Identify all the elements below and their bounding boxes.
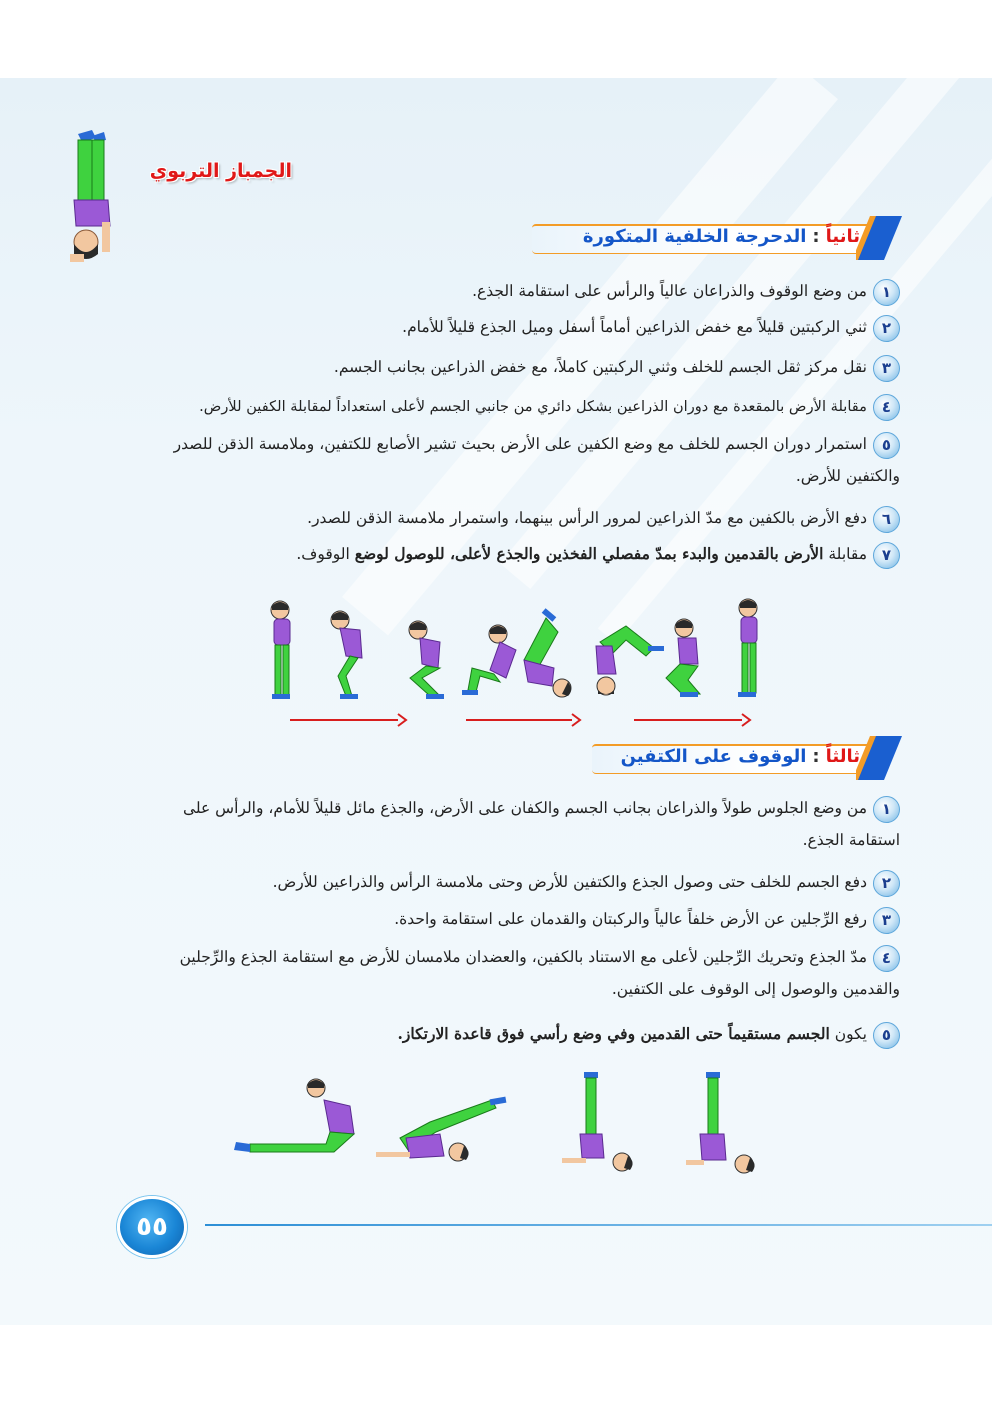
item-number-badge: ٢ xyxy=(873,870,900,897)
roll-figure-8 xyxy=(738,599,757,697)
item-text: رفع الرِّجلين عن الأرض خلفاً عالياً والركبتان والقدمان على استقامة واحدة. xyxy=(394,910,867,928)
roll-figure-2 xyxy=(331,611,362,699)
section-banner-backward-roll xyxy=(532,216,902,258)
item-text: دفع الجسم للخلف حتى وصول الجذع والكتفين للأرض وحتى ملامسة الرأس والذراعين للأرض. xyxy=(272,873,867,891)
item-number-badge: ٥ xyxy=(873,432,900,459)
list-item xyxy=(135,866,900,898)
item-text: ثني الركبتين قليلاً مع خفض الذراعين أماماً أسفل وميل الجذع قليلاً للأمام. xyxy=(402,318,867,336)
item-number-badge: ٧ xyxy=(873,542,900,569)
item-text: مدّ الجذع وتحريك الرِّجلين لأعلى مع الاستناد بالكفين، والعضدان ملامسان للأرض مع استقامة الجذع والرِّجلين والقدمين والوصول إلى الوقوف على الكتفين. xyxy=(179,948,900,998)
roll-figure-3 xyxy=(409,621,444,699)
item-number-badge: ٦ xyxy=(873,506,900,533)
page-number-badge: ٥٥ xyxy=(117,1196,187,1258)
section-lead: ثانياً xyxy=(825,226,860,247)
item-number-badge: ٢ xyxy=(873,315,900,342)
item-number-badge: ٤ xyxy=(873,394,900,421)
item-number-badge: ١ xyxy=(873,796,900,823)
shoulder-figure-4 xyxy=(686,1072,755,1173)
list-item xyxy=(135,1018,900,1050)
list-item xyxy=(135,903,900,935)
list-item xyxy=(135,502,900,534)
section-heading: الوقوف على الكتفين xyxy=(620,746,807,767)
item-text-bold: الجسم مستقيماً حتى القدمين وفي وضع رأسي فوق قاعدة الارتكاز. xyxy=(397,1024,830,1043)
shoulder-figure-2 xyxy=(376,1097,506,1161)
shoulder-figure-1 xyxy=(234,1079,354,1152)
item-text: من وضع الجلوس طولاً والذراعان بجانب الجسم والكفان على الأرض، والجذع مائل قليلاً للأمام، والرأس على استقامة الجذع. xyxy=(182,799,900,849)
roll-figure-5 xyxy=(524,608,571,697)
item-number-badge: ٣ xyxy=(873,355,900,382)
list-item xyxy=(135,538,900,570)
list-item xyxy=(135,351,900,383)
list-item xyxy=(135,391,900,423)
list-item xyxy=(135,792,900,856)
section-colon: : xyxy=(812,746,820,767)
list-item xyxy=(135,428,900,492)
roll-figure-6 xyxy=(596,626,664,695)
list-item xyxy=(135,941,900,1005)
item-number-badge: ١ xyxy=(873,279,900,306)
direction-arrows-icon xyxy=(280,710,760,730)
item-text: استمرار دوران الجسم للخلف مع وضع الكفين على الأرض بحيث تشير الأصابع للكتفين، وملامسة الذقن للصدر والكتفين للأرض. xyxy=(173,435,900,485)
item-text-pre: يكون xyxy=(834,1025,867,1043)
section-heading: الدحرجة الخلفية المتكورة xyxy=(582,226,807,247)
shoulder-stand-sequence-illustration xyxy=(230,1072,770,1182)
chapter-title: الجمباز التربوي xyxy=(149,160,292,182)
item-text: مقابلة الأرض بالمقعدة مع دوران الذراعين بشكل دائري من جانبي الجسم لأعلى استعداداً لمقابلة الكفين للأرض. xyxy=(199,398,867,415)
backward-roll-sequence-illustration xyxy=(250,598,780,708)
roll-figure-4 xyxy=(462,625,516,695)
item-text: من وضع الوقوف والذراعان عالياً والرأس على استقامة الجذع. xyxy=(472,282,867,300)
item-text: دفع الأرض بالكفين مع مدّ الذراعين لمرور الرأس بينهما، واستمرار ملامسة الذقن للصدر. xyxy=(307,509,867,527)
item-text: نقل مركز ثقل الجسم للخلف وثني الركبتين كاملاً، مع خفض الذراعين بجانب الجسم. xyxy=(333,358,867,376)
item-text-post: الوقوف. xyxy=(296,545,350,563)
list-item xyxy=(135,275,900,307)
banner-ribbon-icon xyxy=(856,216,902,260)
item-number-badge: ٤ xyxy=(873,945,900,972)
item-number-badge: ٣ xyxy=(873,907,900,934)
shoulder-figure-3 xyxy=(562,1072,633,1171)
item-number-badge: ٥ xyxy=(873,1022,900,1049)
item-text-pre: مقابلة xyxy=(828,545,867,563)
footer-divider xyxy=(205,1224,992,1226)
roll-figure-7 xyxy=(666,619,700,697)
section-lead: ثالثاً xyxy=(825,746,860,767)
section-banner-shoulder-stand xyxy=(592,736,902,778)
roll-figure-1 xyxy=(271,601,290,699)
handstand-figure-icon xyxy=(52,126,132,276)
list-item xyxy=(135,311,900,343)
section-colon: : xyxy=(812,226,820,247)
item-text-bold: الأرض بالقدمين والبدء بمدّ مفصلي الفخذين والجذع لأعلى، للوصول لوضع xyxy=(354,544,824,563)
banner-ribbon-icon xyxy=(856,736,902,780)
